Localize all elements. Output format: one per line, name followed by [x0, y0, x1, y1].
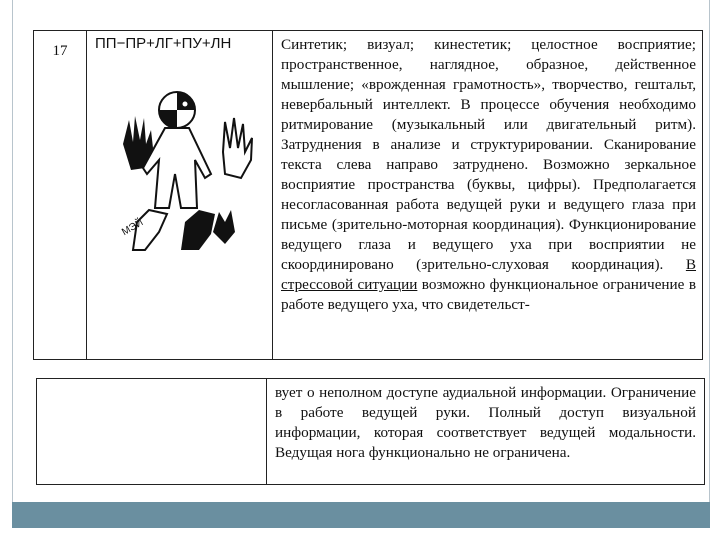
row-number: 17: [34, 31, 87, 360]
formula-cell: [87, 31, 273, 360]
slide-frame-right: [709, 0, 710, 502]
slide-frame-left: [12, 0, 13, 502]
profile-table-continuation: [36, 378, 705, 485]
figure-stamp-text: МЭЙ: [120, 217, 146, 239]
slide-footer-bar: [12, 502, 710, 528]
brain-profile-figure-icon: [115, 82, 265, 252]
stress-situation-text: возможно функциональное ограничение в работе ведущего уха, что свидетельст-: [281, 276, 696, 313]
stress-situation-label: В стрессовой ситуации: [281, 256, 697, 293]
continuation-empty-cell: [37, 379, 267, 485]
description-main-text: Синтетик; визуал; кинестетик; целостное восприятие; пространственное, наглядное, образное, действенное мышление; «врожденная грамотность», творчество, гештальт, невербальный интеллект. В процессе обучения необходимо ритмирование (музыкальный или двигательный ритм). Затруднения в анализе и структурировании. Сканирование текста слева направо затруднено. Возможно зеркальное восприятие пространства (буквы, цифры). Предполагается несогласованная работа ведущей руки и ведущего глаза при письме (зрительно-моторная координация). Функционирование ведущего глаза и ведущего уха при восприятии не скоординировано (зрительно-слуховая координация).: [281, 36, 696, 273]
profile-formula: ПП−ПР+ЛГ+ПУ+ЛН: [95, 35, 232, 52]
profile-description: [273, 31, 703, 360]
profile-table-top: [33, 30, 703, 360]
continuation-text: вует о неполном доступе аудиальной информации. Ограничение в работе ведущей руки. Полный доступ визуальной информации, которая соответствует ведущей модальности. Ведущая нога функционально не ограничена.: [267, 379, 705, 485]
